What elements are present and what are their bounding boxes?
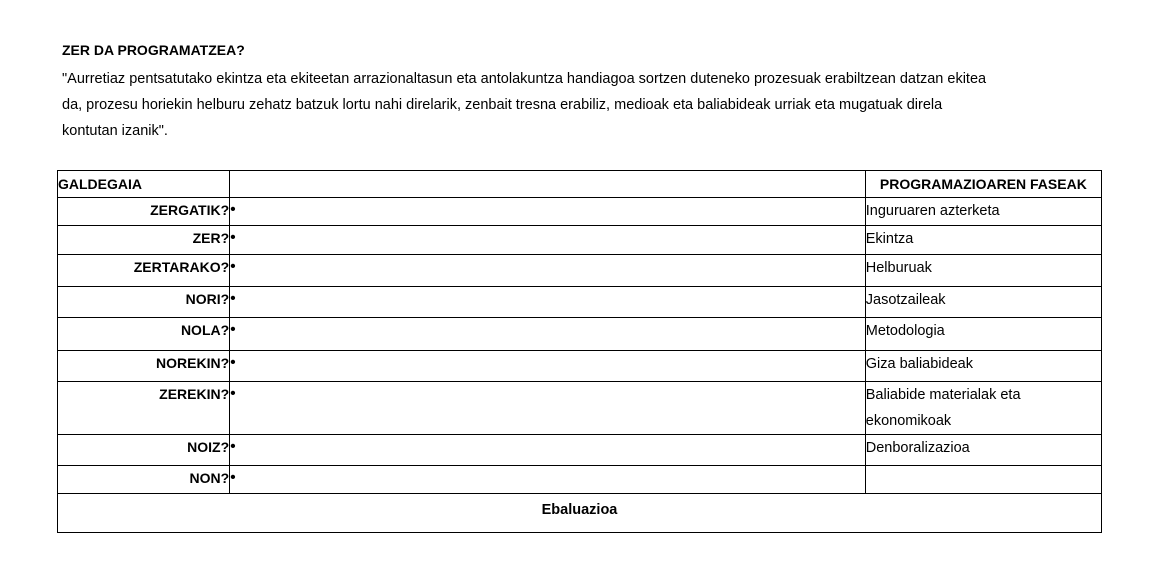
phase-cell: Giza baliabideak xyxy=(865,351,1101,382)
table-row xyxy=(58,255,1102,287)
bullet-icon: • xyxy=(230,258,236,275)
bullet-icon: • xyxy=(230,290,236,307)
table-row xyxy=(58,287,1102,318)
table-header-row xyxy=(58,171,1102,198)
bullet-icon: • xyxy=(230,229,236,246)
question-cell: ZERTARAKO? xyxy=(58,255,230,287)
phase-cell: Jasotzaileak xyxy=(865,287,1101,318)
bullet-icon: • xyxy=(230,354,236,371)
definition-paragraph xyxy=(62,66,1122,144)
question-cell: ZEREKIN? xyxy=(58,382,230,435)
bullet-cell xyxy=(230,435,866,466)
header-question: GALDEGAIA xyxy=(58,171,230,198)
evaluation-cell: Ebaluazioa xyxy=(58,494,1102,533)
bullet-icon: • xyxy=(230,438,236,455)
table-row xyxy=(58,382,1102,435)
definition-line: "Aurretiaz pentsatutako ekintza eta ekiteetan arrazionaltasun eta antolakuntza handiagoa sortzen duteneko prozesuak erabiltzean datzan ekitea xyxy=(62,71,987,87)
table-row xyxy=(58,466,1102,494)
bullet-icon: • xyxy=(230,321,236,338)
table-row xyxy=(58,226,1102,255)
table-footer-row xyxy=(58,494,1102,533)
bullet-cell xyxy=(230,318,866,351)
table-row xyxy=(58,351,1102,382)
bullet-cell xyxy=(230,226,866,255)
table-row xyxy=(58,318,1102,351)
phase-cell: Helburuak xyxy=(865,255,1101,287)
question-cell: NORI? xyxy=(58,287,230,318)
document-heading: ZER DA PROGRAMATZEA? xyxy=(62,42,245,58)
bullet-cell xyxy=(230,287,866,318)
header-phase: PROGRAMAZIOAREN FASEAK xyxy=(865,171,1101,198)
question-cell: ZER? xyxy=(58,226,230,255)
definition-line: da, prozesu horiekin helburu zehatz batzuk lortu nahi direlarik, zenbait tresna erabiliz, medioak eta baliabideak urriak eta mugatuak direla xyxy=(62,97,943,113)
question-cell: NON? xyxy=(58,466,230,494)
phase-cell: Metodologia xyxy=(865,318,1101,351)
programming-phases-table xyxy=(57,170,1102,533)
bullet-icon: • xyxy=(230,201,236,218)
table-row xyxy=(58,198,1102,226)
phase-cell: Ekintza xyxy=(865,226,1101,255)
question-cell: NOIZ? xyxy=(58,435,230,466)
question-cell: NOLA? xyxy=(58,318,230,351)
bullet-cell xyxy=(230,382,866,435)
question-cell: NOREKIN? xyxy=(58,351,230,382)
bullet-cell xyxy=(230,255,866,287)
question-cell: ZERGATIK? xyxy=(58,198,230,226)
header-middle xyxy=(230,171,866,198)
phase-cell xyxy=(865,466,1101,494)
table-row xyxy=(58,435,1102,466)
bullet-cell xyxy=(230,198,866,226)
bullet-cell xyxy=(230,351,866,382)
phase-cell: Baliabide materialak eta ekonomikoak xyxy=(865,382,1101,435)
bullet-icon: • xyxy=(230,385,236,402)
definition-line: kontutan izanik". xyxy=(62,123,168,139)
bullet-icon: • xyxy=(230,469,236,486)
phase-cell: Inguruaren azterketa xyxy=(865,198,1101,226)
bullet-cell xyxy=(230,466,866,494)
phase-cell: Denboralizazioa xyxy=(865,435,1101,466)
